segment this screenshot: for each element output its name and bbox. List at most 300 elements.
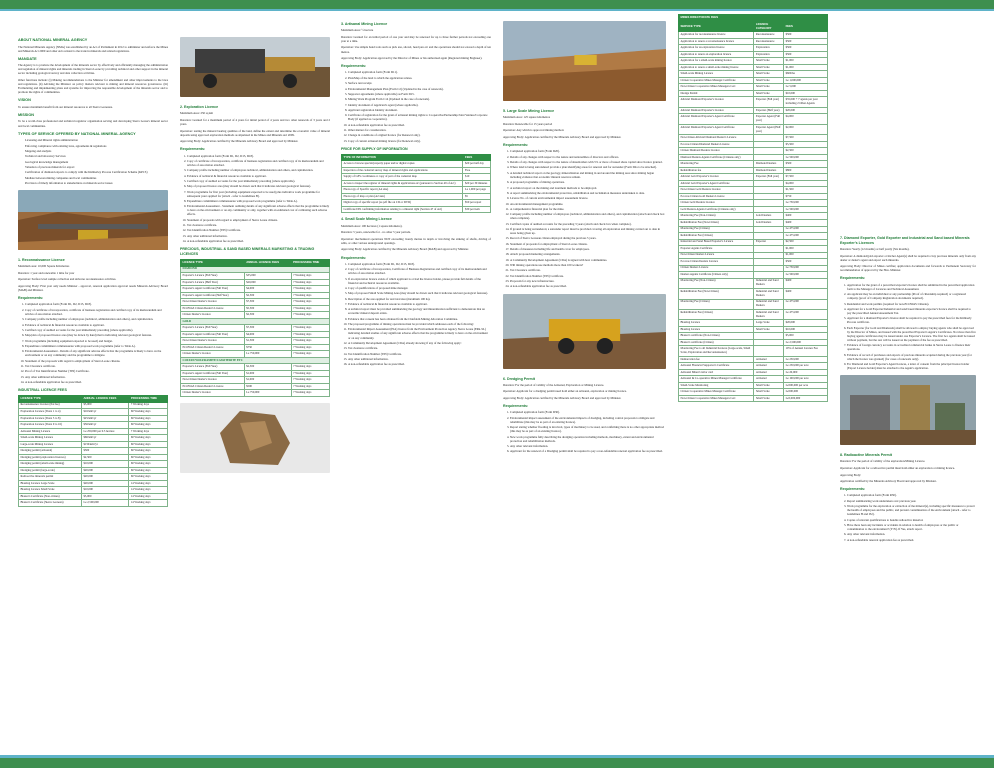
- table-cell: $5,500: [244, 305, 291, 312]
- table-cell: 7 Working days: [291, 383, 329, 390]
- table-cell: $1,000: [784, 252, 828, 259]
- table-cell: Small Scale: [754, 382, 784, 389]
- table-cell: Exporter (Half year): [754, 107, 784, 114]
- table-cell: Le500,000 per acre: [784, 382, 828, 389]
- list-item: 6. Any other relevant information.: [847, 532, 976, 536]
- table-cell: Small Scale: [754, 64, 784, 71]
- table-cell: Citizen Dealers Licence: [679, 265, 754, 272]
- table-cell: Ecowas Citizen Gold Dealers Licence: [679, 193, 754, 200]
- small-scale-line: Maximum Area: 100 hectares (1 square kilometre).: [341, 223, 403, 228]
- table-cell: 60 Working days: [129, 474, 168, 481]
- table-cell: ECOWAS Citizen Dealer's Licence: [181, 305, 245, 312]
- list-item: 6. Map/plan of proposed licence area (may be drawn by hand) that is indicating relevant geological features.: [25, 333, 168, 337]
- table-cell: Access to browse special/property paper and/or digital copies: [342, 161, 463, 168]
- table-cell: Rehabilitation Fee (Citizen): [679, 309, 754, 319]
- list-item: 8. Evidence of record of purchases and exports of precious minerals acquired during the previous year (for which the licence was granted) (for cases of renewals only).: [847, 353, 976, 361]
- table-cell: Blasting Licence Small Scale: [19, 487, 82, 494]
- list-item: 13. Any other additional information.: [25, 375, 168, 379]
- dredging-title: 6. Dredging Permit: [503, 376, 535, 381]
- table-cell: Rehabilitation fee: [679, 167, 754, 174]
- vision-title: VISION: [18, 98, 31, 103]
- table-cell: $1,000: [784, 58, 828, 65]
- table-cell: $25/km²/yr: [81, 415, 128, 422]
- exporter-line: Approving Body: Director of Mines certifies; application documents and forwards to Permanent Secretary for recommendation of approval by the Hon. Minister.: [840, 264, 976, 273]
- precious-fees-table: [180, 259, 330, 397]
- table-cell: 7 Working days: [129, 402, 168, 409]
- col-header: PROCESSING TIME: [129, 395, 168, 402]
- dredging-line: Duration: For the period of validity of the Artisanal, Exploration or Mining Licence.: [503, 382, 605, 387]
- industrial-fees-title: INDUSTRIAL LICENCE FEES: [18, 388, 67, 393]
- table-cell: 60 Working days: [129, 467, 168, 474]
- list-item: 6. Map of proposed licence area (may should be drawn such that it indicates relevant geological features).: [187, 184, 330, 188]
- requirements-title: Requirements:: [503, 143, 529, 148]
- table-cell: Industrial and Sand Dealers: [754, 278, 784, 288]
- list-item: 10. The proposed programme of mining operations must be provided which addresses each of the following:: [348, 322, 491, 326]
- list-item: • Provision of timely information to stakeholders on minerals sector issues: [25, 181, 168, 185]
- table-cell: $10/km²/yr: [81, 409, 128, 416]
- list-item: 11. Tax clearance certificate.: [187, 223, 330, 227]
- list-item: 15. Record of Sierra Leonean citizen employed during the previous 5 years.: [510, 236, 666, 240]
- table-cell: Exploration: [754, 45, 784, 52]
- list-item: • Licensing and Mineral rights administration: [25, 138, 168, 142]
- list-item: 12. Change in conditions of original licence (for Renewal only).: [348, 133, 491, 137]
- table-cell: 7 Working days: [291, 286, 329, 293]
- exporter-title: 7. Diamond Exporter, Gold Exporter and Industrial and Sand based Minerals Exporter's Licences: [840, 236, 970, 245]
- table-cell: $2,500: [784, 239, 828, 246]
- table-cell: Le 250,000 per acre: [784, 363, 828, 370]
- table-cell: Blasting Licence Large Scale: [19, 480, 82, 487]
- list-item: 10. Statement of the proposals with regard to employment of Sierra Leone citizens.: [25, 359, 168, 363]
- table-cell: Access to inspect the register of mineral rights & applications etc (pursuant to Section 49 of Act): [342, 180, 463, 187]
- table-cell: Rehabilitation Fee (Citizen): [679, 233, 754, 240]
- table-cell: Artisanal Miner's tailor card: [679, 369, 754, 376]
- mission-text: To be a world-class professional and technical regulator organization serving and developing Sierra Leone's mineral sector and local communities.: [18, 119, 168, 128]
- table-cell: $20,000: [81, 467, 128, 474]
- table-row: [19, 500, 168, 507]
- mandate-title: MANDATE: [18, 56, 37, 61]
- table-cell: $7,500: [784, 174, 828, 181]
- table-cell: Small Scale: [754, 90, 784, 97]
- list-item: 13. Tax clearance certificate.: [348, 346, 491, 350]
- table-cell: 7 Working days: [291, 344, 329, 351]
- col-header: ANNUAL LICENCE FEES: [244, 259, 291, 266]
- exploration-line: Approving Body: Application certified by the Minerals Advisory Board and approved by Minister.: [180, 139, 299, 144]
- requirements-title: Requirements:: [341, 255, 367, 260]
- precious-fees-title: PRECIOUS, INDUSTRIAL & SAND BASED MINERALS MARKETING & TRADING LICENCES: [180, 247, 315, 257]
- table-cell: $2,500: [81, 454, 128, 461]
- table-cell: Artisanal: [754, 369, 784, 376]
- table-cell: $20 per 30 minutes: [463, 180, 491, 187]
- list-item: 10. Statement of proposals with regard to employment of Sierra Leone citizens.: [187, 218, 330, 222]
- recon-line: Duration: 1 year and renewable 1 time for year: [18, 270, 75, 275]
- mineral-sample-photo: [180, 403, 330, 473]
- table-cell: Exporter: [754, 239, 784, 246]
- table-cell: $1,500: [784, 187, 828, 194]
- table-cell: 7 Working days: [291, 305, 329, 312]
- table-cell: Exporter's Licence (Half Year): [181, 279, 245, 286]
- table-cell: $500: [784, 51, 828, 58]
- table-cell: Photocopy of Specific report (A4 size): [342, 187, 463, 194]
- table-cell: 60 Working days: [129, 448, 168, 455]
- list-item: 6. Each Exporter (for Gold and Diamonds) shall be allowed to employ buying agents who shall be approved by the Director of Mines, and issued with the prescribed Exporter's Agent's Certificates. Not more than five buying agents certificates may be issued under one Exporter's Licence. The first two agents shall be issued without payment, but the rest will be issued on the payment of the fee as prescribed.: [847, 326, 976, 342]
- artisanal-requirements: [348, 70, 491, 142]
- list-item: 8. Expenditure commitment commensurate with proposed work programme (refer to Table A).: [187, 199, 330, 203]
- col-header: LICENCE TYPE: [181, 259, 245, 266]
- table-cell: ECOWAS Citizen Dealer's Licence: [181, 344, 245, 351]
- table-cell: 60 Working days: [129, 441, 168, 448]
- mining-machinery-photo: [180, 37, 330, 97]
- requirements-title: Requirements:: [840, 487, 866, 492]
- table-cell: 7 Working days: [291, 331, 329, 338]
- list-item: 3. Company profile including number of employees technical, administration and others, and capitalization.: [187, 168, 330, 172]
- table-cell: Exporter's Licence (Full Year): [181, 325, 245, 332]
- table-cell: Citizen Dealer's Licence: [181, 390, 245, 397]
- list-item: 4. Evidence of technical & financial resources available to applicant.: [187, 174, 330, 178]
- list-item: 9. Environmental Assessment - Statement outlining details of any significant adverse effects that the programme is likely to have on the environment or on any community or only, together with an estimated cost of combating such adverse effects.: [187, 204, 330, 216]
- radioactive-line: Application certified by the Minerals Advisory Board and approved by Minister.: [840, 479, 937, 484]
- table-cell: 14 Working days: [129, 500, 168, 507]
- list-item: 2. Details of any changes with respect to the nature and nationalities of directors and officers.: [510, 155, 666, 159]
- list-item: • Valuation of precious minerals for export: [25, 165, 168, 169]
- table-cell: Industrial and Sand Dealers: [754, 289, 784, 299]
- recon-title: 1. Reconnaissance Licence: [18, 258, 65, 263]
- table-cell: Artisanal Mining Licence: [19, 428, 82, 435]
- table-cell: $2,500: [784, 148, 828, 155]
- list-item: 8. A technical report must be provided summarizing the geology and mineralization sufficient to demonstrate that an economic mineral deposit exists.: [348, 307, 491, 315]
- artisanal-title: 3. Artisanal Mining Licence: [341, 22, 388, 26]
- list-item: 14. Tax Identification Number (TIN) Certificate.: [348, 352, 491, 356]
- table-cell: Le 250,000: [784, 356, 828, 363]
- table-cell: 7 Working days: [291, 279, 329, 286]
- table-cell: $600/ha: [784, 71, 828, 78]
- list-item: 9. Evidence that consent has been obtained from the Chiefdom Mining Allocation Committee.: [348, 317, 491, 321]
- table-cell: $35,000: [244, 273, 291, 280]
- table-cell: $5,000: [81, 493, 128, 500]
- col-header: LICENCE TYPE: [19, 395, 82, 402]
- table-cell: 7 Working days: [291, 351, 329, 358]
- small-scale-line: Operation: mechanized operations NOT exceeding twenty metres in depth or involving the sinking of shafts, driving of adits, or other various underground openings.: [341, 236, 491, 245]
- table-cell: Le5,000,000: [784, 395, 828, 402]
- list-item: 16. A non-refundable application fee as prescribed.: [348, 362, 491, 366]
- table-cell: 10% of Annual Licence Fee: [784, 346, 828, 356]
- table-cell: Alluvial Diamond Exporter's Agent Certificate: [679, 124, 754, 134]
- list-item: 16. Statement of proposals for employment of Sierra Leone citizens.: [510, 242, 666, 246]
- list-item: 11. Other matters for consideration.: [348, 128, 491, 132]
- table-cell: $5,000: [81, 402, 128, 409]
- table-cell: Monitoring Fee (Non-Citizen): [679, 278, 754, 288]
- requirements-title: Requirements:: [840, 276, 866, 281]
- table-cell: 7 Working days: [291, 299, 329, 306]
- list-item: 2. Copy of certificate of incorporation, certificate of business registration and certified copy of its memorandum and articles of association attached.: [25, 308, 168, 316]
- table-cell: $400: [784, 278, 828, 288]
- table-cell: $50/km²/yr: [81, 422, 128, 429]
- info-fees-title: PRICE FOR SUPPLY OF INFORMATION: [341, 146, 408, 151]
- table-cell: Le 750,000: [244, 351, 291, 358]
- table-cell: Le 500,000: [784, 206, 828, 213]
- table-cell: 60 Working days: [129, 415, 168, 422]
- table-cell: $750: [244, 344, 291, 351]
- table-cell: $400: [784, 289, 828, 299]
- list-item: 24. A non-refundable application fee as prescribed.: [510, 284, 666, 288]
- list-item: 12. Company profile including number of employees (technical, administration and others), and capitalization (attach and check box when complete).: [510, 212, 666, 220]
- table-cell: Artisanal: [754, 356, 784, 363]
- radioactive-requirements: [847, 493, 976, 541]
- exploration-requirements: [187, 154, 330, 244]
- list-item: 7. Work programme for first year (including equipment expected to be used) plus indicative work programme for subsequent years applied for (attach - refer to Guidelines B).: [187, 190, 330, 198]
- list-item: 2. Report summarizing work undertaken over previous year.: [847, 499, 976, 503]
- table-cell: Blasting Licence: [679, 320, 754, 327]
- vision-text: To ensure maximum benefit from our mineral resources to all Sierra Leoneans.: [18, 104, 113, 109]
- column-6: [840, 232, 976, 752]
- table-cell: Reconnaissance Licence (flat fee): [19, 402, 82, 409]
- table-cell: Monitoring Fee (Citizen): [679, 226, 754, 233]
- table-cell: Citizen Diamond Dealers Licence: [679, 148, 754, 155]
- table-cell: Dredging permit (artisanal): [19, 448, 82, 455]
- list-item: 5. Supporter agreements (where applicable) as Form D15.: [348, 92, 491, 96]
- col-header: ANNUAL LICENCE FEES: [81, 395, 128, 402]
- table-cell: Citizen Cooperative Mines Manager Certificate: [679, 389, 754, 396]
- table-row: [679, 124, 828, 134]
- table-cell: Small Scale: [754, 84, 784, 91]
- table-cell: $2,500: [244, 292, 291, 299]
- table-cell: Le 475,000: [784, 226, 828, 233]
- plant-photo: [840, 375, 976, 445]
- table-cell: Free: [463, 167, 491, 174]
- table-cell: 60 Working days: [129, 435, 168, 442]
- table-row: [679, 299, 828, 309]
- table-cell: Le 475,000: [784, 309, 828, 319]
- table-cell: Ecowas Citizen Diamond Dealers Licence: [679, 141, 754, 148]
- table-cell: Dredging permit (small-scale mining): [19, 461, 82, 468]
- table-row: [679, 346, 828, 356]
- table-cell: Exploration: [754, 51, 784, 58]
- artisanal-line: Operation: Use simple hand tools such as pick axe, shovel, head pan etc and the operations should not exceed a depth of ten metres.: [341, 45, 491, 54]
- table-cell: Blaster's certificate (Citizen): [679, 339, 754, 346]
- dredging-requirements: [510, 410, 666, 453]
- list-item: 4. Applicant for a Gold Exporter/Industrial and sand based minerals exporter's licence shall be required to pay the prescribed Annual Assessment Tax.: [847, 307, 976, 315]
- table-cell: Citizen Dealer's Licence: [181, 312, 245, 319]
- list-item: 21. Tax Clearance certificate.: [510, 268, 666, 272]
- list-item: 7. Evidence of foreign currency accounts in accredited commercial banks in Sierra Leone to finance their operations.: [847, 343, 976, 351]
- list-item: 13. Copy of current artisanal mining licence (for Renewal only).: [348, 139, 491, 143]
- table-cell: Large-scale Mining Licence: [19, 441, 82, 448]
- table-cell: Small Scale: [754, 77, 784, 84]
- table-cell: $5,000: [784, 333, 828, 340]
- table-cell: $4,000: [244, 331, 291, 338]
- table-cell: $5,500: [784, 141, 828, 148]
- table-cell: Exploration Licence (Years 9 to 16): [19, 422, 82, 429]
- list-item: 6. Description of the area applied for and total size (maximum 100 ha).: [348, 297, 491, 301]
- table-cell: $500: [244, 383, 291, 390]
- table-cell: Dredging permit (exploration licences): [19, 454, 82, 461]
- mine-site-photo: [18, 190, 168, 250]
- list-item: 10. A non-refundable application fee as prescribed.: [348, 123, 491, 127]
- radioactive-line: Operation: Applicant for a radioactive permit must hold either an exploration or mining licence.: [840, 465, 955, 470]
- list-item: 9. Certificate of registration for the grant of artisanal mining rights to Cooperative/Partnership/Joint Venture/Corporate Body (if applied as cooperative).: [348, 113, 491, 121]
- list-item: 3. Company profile including number of employees (technical, administration and others), and capitalization.: [25, 317, 168, 321]
- table-cell: Exporter (Full year): [754, 97, 784, 107]
- table-cell: Dredge Permit: [679, 90, 754, 97]
- table-cell: Exporter Agent (Full year): [754, 114, 784, 124]
- bottom-green-band: [0, 758, 994, 768]
- table-cell: Large Scale: [754, 320, 784, 327]
- table-cell: 14 Working days: [129, 493, 168, 500]
- table-cell: $7,500: [244, 299, 291, 306]
- list-item: 7. Work programme (including equipment expected to be used) and budget.: [25, 339, 168, 343]
- table-cell: Gold Dealers: [754, 219, 784, 226]
- list-item: 14. If ground is being surrendered, a surrender report must be provided covering all exploration and mining carried out to date in areas being given up.: [510, 227, 666, 235]
- list-item: • Certification of diamond exports to comply with the Kimberley Process Certification Scheme (KPCS): [25, 170, 168, 174]
- list-item: 1. Completed application form (Form D30).: [510, 410, 666, 414]
- list-item: 3. Residential and work permits (required for non-ECOWAS Citizens).: [847, 302, 976, 306]
- mines-directorate-fees-table: [678, 14, 828, 402]
- table-cell: Blaster's Certificate (Non-citizen): [19, 493, 82, 500]
- table-cell: Monitoring Fee: [679, 161, 754, 168]
- table-cell: Exploration Licence (Years 5 to 8): [19, 415, 82, 422]
- table-cell: Artisanal: [754, 376, 784, 383]
- table-cell: $1,000: [244, 377, 291, 384]
- table-cell: 7 Working days: [291, 390, 329, 397]
- list-item: 6. Applicant for the renewal of a Dredging permit shall be required to pay a non-refundable renewal application fee as prescribed.: [510, 449, 666, 453]
- table-cell: $400: [784, 213, 828, 220]
- col-header: FEES: [463, 154, 491, 161]
- list-item: 20. Will mining operations use methods more than 100 workers?: [510, 263, 666, 267]
- table-cell: Exporter's Agent Certificate (Full Year): [181, 370, 245, 377]
- list-item: 3. Surface rent receipt.: [348, 81, 491, 85]
- list-item: 23. Proposals for any new infrastructure.: [510, 279, 666, 283]
- requirements-title: Requirements:: [341, 64, 367, 69]
- table-cell: 60 Working days: [129, 422, 168, 429]
- section-label: DIAMOND: [181, 266, 330, 273]
- table-cell: 60 Working days: [129, 454, 168, 461]
- table-cell: Application for reconnaissance licence: [679, 32, 754, 39]
- list-item: 17. Details of measures including life and health cover for employees.: [510, 247, 666, 251]
- table-cell: Small-Scale Monitoring: [679, 382, 754, 389]
- table-cell: Non-Citizen Cooperative Mines Managers Cert: [679, 84, 754, 91]
- table-cell: Small Scale: [754, 395, 784, 402]
- small-scale-line: Duration: 5 years, renewable for - no other 5 year periods.: [341, 230, 411, 235]
- table-row: [679, 309, 828, 319]
- quarry-photo: [503, 21, 666, 101]
- table-cell: Blasting Licence: [679, 326, 754, 333]
- exploration-line: Duration: Granted for a maximum period of 4 years for initial period of 4 years and two other renewals of 3 years and 2 years.: [180, 117, 330, 126]
- info-fees-table: [341, 154, 491, 214]
- section-label: GOLD: [181, 318, 330, 325]
- list-item: 8. Expenditure commitment commensurate with proposed work programme (refer to Table A).: [25, 344, 168, 348]
- list-item: 5. A detailed technical report on the geology, mineralization and mining in and around the mining area since mining began including evidence that economic mineral reserves remain.: [510, 171, 666, 179]
- table-cell: Exporter's Agent Certificate (Full Year): [181, 286, 245, 293]
- table-cell: Le 1,000,000: [784, 77, 828, 84]
- list-item: 12. Tax Identification Number (TIN) Certificate.: [187, 228, 330, 232]
- list-item: 7. A technical report on the mining and treatment methods to be employed.: [510, 186, 666, 190]
- services-title: TYPES OF SERVICE OFFERED BY NATIONAL MINERAL AGENCY: [18, 131, 136, 136]
- table-cell: 14 Working days: [129, 480, 168, 487]
- table-cell: $1,000: [244, 370, 291, 377]
- table-cell: 7 Working days: [291, 364, 329, 371]
- table-cell: Application for an exploration licence: [679, 45, 754, 52]
- table-cell: Gold Dealers Agents Certificate (Citizens only): [679, 206, 754, 213]
- table-cell: 7 Working days: [291, 292, 329, 299]
- table-cell: Blaster's Certificate (Sierra Leonean): [19, 500, 82, 507]
- table-row: [342, 206, 491, 213]
- list-item: 1. Completed application form (Form D20).: [510, 149, 666, 153]
- table-cell: 7 Working days: [291, 273, 329, 280]
- fees-table-title: MINES DIRECTORATE FEES: [679, 15, 828, 22]
- table-cell: $20,000: [784, 107, 828, 114]
- list-item: • Technical and laboratory Services: [25, 154, 168, 158]
- table-cell: Le 250,000 per 0.5 hectare: [81, 428, 128, 435]
- small-scale-requirements: [348, 262, 491, 366]
- table-cell: $10: [463, 174, 491, 181]
- requirements-title: Requirements:: [180, 147, 206, 152]
- table-cell: Le 475,000: [784, 233, 828, 240]
- list-item: 4. Environmental Management Plan (Form C2) (Updated in the case of renewals).: [348, 87, 491, 91]
- table-cell: Non-Citizen Dealer's Licence: [181, 338, 245, 345]
- section-label: COLTAN/WOLFRAMITE/CASSITERITE ETC: [181, 357, 330, 364]
- table-cell: $20,000: [81, 474, 128, 481]
- list-item: 14. A non-refundable application fee as prescribed.: [187, 239, 330, 243]
- table-cell: Reconnaissance: [754, 32, 784, 39]
- about-text: The National Minerals Agency (NMA) was established by an Act of Parliament in 2012 to administer and enforce the Mines and Minerals Act 2009 and other Acts related to the trade in minerals and related regulations.: [18, 44, 168, 53]
- table-row: [679, 97, 828, 107]
- services-list: [25, 138, 168, 185]
- table-cell: Certificate DIS confirming information relating to a mineral right (Section 47 of Act): [342, 206, 463, 213]
- table-cell: Citizen Dealer's Licence: [181, 351, 245, 358]
- table-cell: [754, 346, 784, 356]
- table-cell: Alluvial Gold Exporter's Licence: [679, 174, 754, 181]
- table-cell: Exporter Agent (Half year): [754, 124, 784, 134]
- haul-truck-photo: [503, 294, 666, 369]
- column-4: [503, 18, 666, 752]
- col-header: TYPE OF INFORMATION: [342, 154, 463, 161]
- table-cell: $30 per item: [463, 206, 491, 213]
- list-item: 2. Copy of certificate of incorporation, certificate of business registration and certified copy of its memorandum and articles of association attached.: [187, 159, 330, 167]
- table-cell: Supply of GPS coordinates or copy of part of the cadastral map: [342, 174, 463, 181]
- table-cell: 7 Working days: [291, 325, 329, 332]
- table-cell: Le 2,500,000: [784, 339, 828, 346]
- list-item: • Enforcing compliance with existing laws, agreements & regulations: [25, 144, 168, 148]
- table-cell: Non-Citizen Dealer's Licence: [181, 299, 245, 306]
- list-item: 9. Licence No. of current environmental impact assessment licence.: [510, 196, 666, 200]
- list-item: 2. Plan/Map of the land to which the application relates.: [348, 76, 491, 80]
- exporter-line: Duration: Yearly (12 months) or half yearly (Six months).: [840, 247, 910, 252]
- small-scale-line: Approving Body: Application certified by the Minerals Advisory Board (MAB) and approved by Minister.: [341, 247, 469, 252]
- recon-requirements: [25, 302, 168, 384]
- table-cell: Non-Citizen Alluvial Diamond Dealer's Licence: [679, 135, 754, 142]
- table-cell: Le 500,000: [784, 272, 828, 279]
- table-cell: $4,000: [244, 286, 291, 293]
- list-item: 9. Environmental Assessment - Details of any significant adverse effects that the programme is likely to have on the environment or on any community and the programme to mitigate.: [25, 349, 168, 357]
- list-item: 12. A Community Development Agreement (CDA) already showing if any of the following apply:: [348, 341, 491, 345]
- table-cell: Industrial and Sand Dealers: [754, 309, 784, 319]
- list-item: 11. Tax Clearance certificate.: [25, 364, 168, 368]
- table-cell: Le500,000: [784, 389, 828, 396]
- radioactive-line: Duration: For the period of validity of the exploration/Mining Licence.: [840, 459, 926, 464]
- table-cell: $7,500: [244, 325, 291, 332]
- list-item: 1. Completed application form (Form R30).: [847, 493, 976, 497]
- table-cell: $20 per half day: [463, 161, 491, 168]
- table-cell: $1,000: [784, 64, 828, 71]
- table-cell: $20,000: [784, 320, 828, 327]
- table-cell: Monitoring Fee (Citizen): [679, 299, 754, 309]
- list-item: 15. Any other additional information.: [348, 357, 491, 361]
- column-2: [180, 34, 330, 752]
- col-header: SERVICE TYPE: [679, 21, 754, 32]
- table-cell: $4,000: [784, 180, 828, 187]
- table-cell: $1,500: [244, 338, 291, 345]
- table-cell: Non-Citizen Dealer's Licence: [181, 377, 245, 384]
- list-item: 4. Copies of relevant qualifications to handle radioactive material.: [847, 518, 976, 522]
